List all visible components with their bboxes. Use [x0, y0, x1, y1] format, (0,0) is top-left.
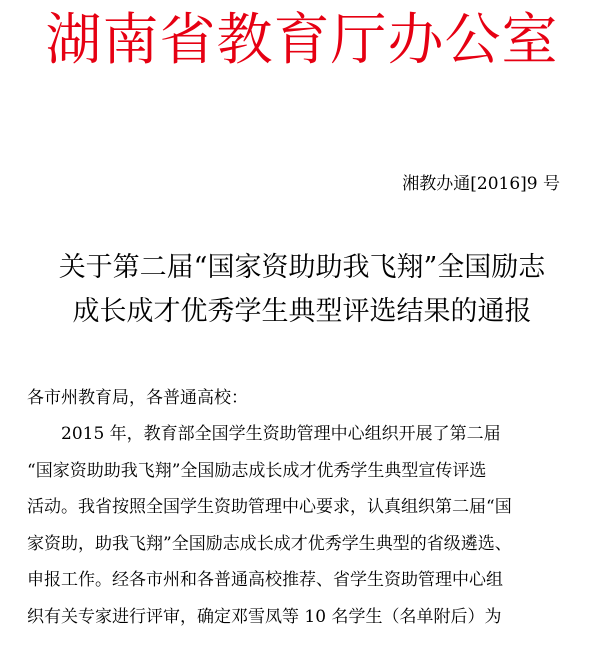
paragraph-line: 2015 年，教育部全国学生资助管理中心组织开展了第二届 [61, 424, 501, 444]
document-body [27, 380, 587, 635]
document-number: 湘教办通[2016]9 号 [402, 174, 560, 194]
paragraph-line: “国家资助助我飞翔”全国励志成长成才优秀学生典型宣传评选 [27, 460, 487, 481]
issuer-header: 湖南省教育厅办公室 [45, 8, 559, 73]
document-title [0, 246, 604, 334]
paragraph-line: 活动。我省按照全国学生资助管理中心要求，认真组织第二届“国 [27, 497, 512, 517]
document-title-line-1: 关于第二届“国家资助助我飞翔”全国励志 [58, 252, 546, 283]
paragraph-line: 家资助，助我飞翔”全国励志成长成才优秀学生典型的省级遴选、 [27, 533, 512, 554]
paragraph-line: 织有关专家进行评审，确定邓雪凤等 10 名学生（名单附后）为 [27, 606, 502, 627]
salutation: 各市州教育局，各普通高校： [27, 388, 248, 408]
paragraph-line: 申报工作。经各市州和各普通高校推荐、省学生资助管理中心组 [27, 570, 503, 590]
document-title-line-2: 成长成才优秀学生典型评选结果的通报 [72, 296, 532, 327]
